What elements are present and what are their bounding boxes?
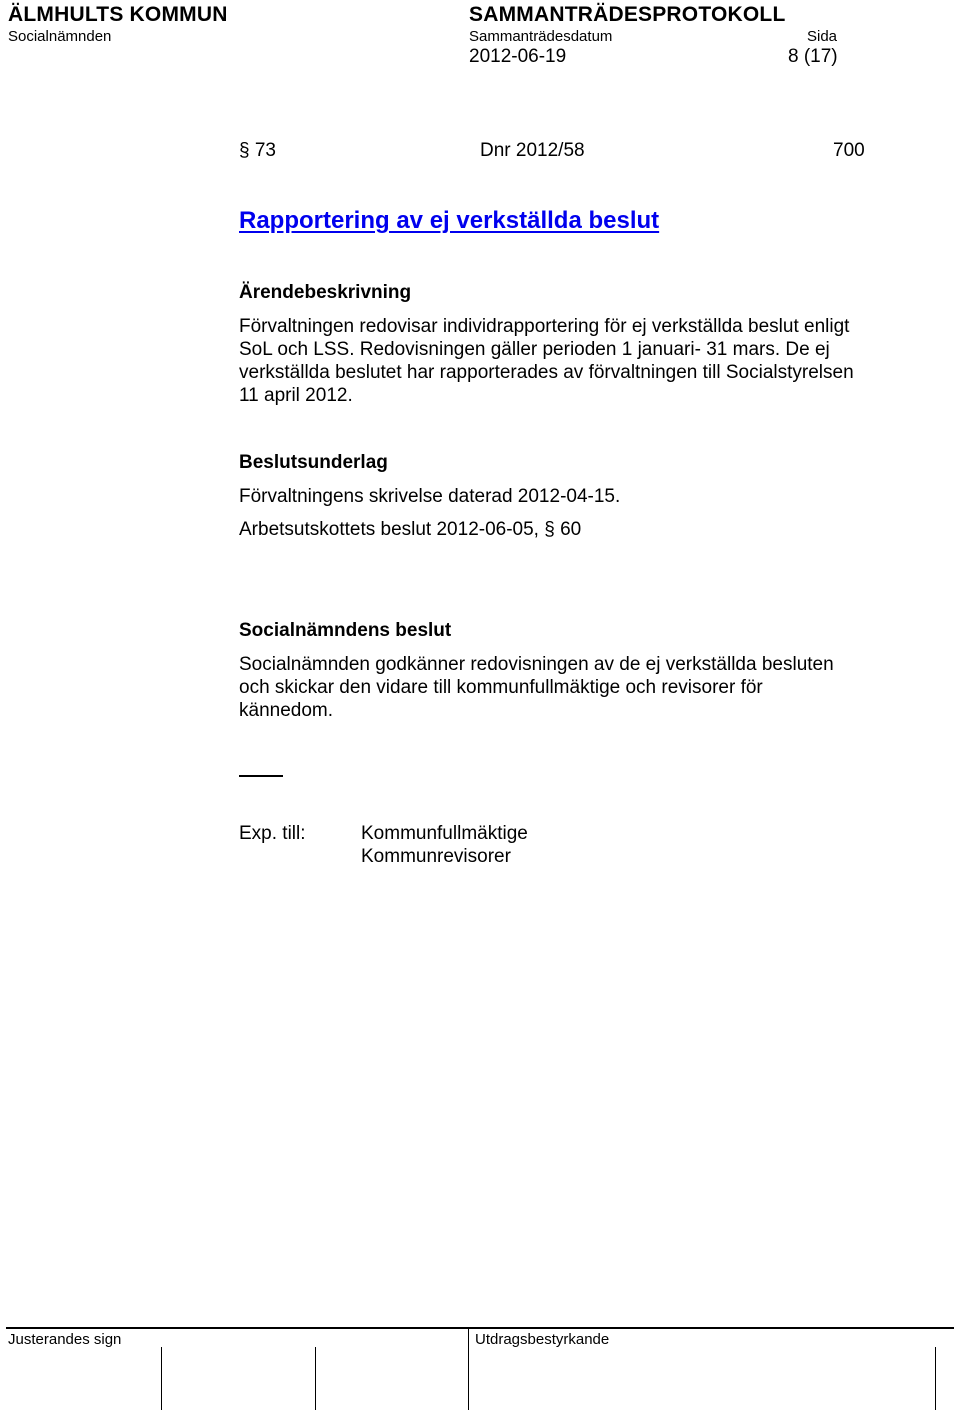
footer-column-divider [468,1329,469,1410]
dnr: Dnr 2012/58 [480,140,585,161]
decision-line: och skickar den vidare till kommunfullmäktige och revisorer för [239,677,763,698]
archive-code: 700 [833,140,865,161]
certification-label: Utdragsbestyrkande [475,1331,610,1348]
signature-label: Justerandes sign [8,1331,122,1348]
signature-box-divider [161,1347,162,1410]
expedition-label: Exp. till: [239,823,306,844]
description-line: SoL och LSS. Redovisningen gäller perioden 1 januari- 31 mars. De ej [239,339,830,360]
decision-line: kännedom. [239,700,334,721]
basis-line: Arbetsutskottets beslut 2012-06-05, § 60 [239,519,582,540]
description-body [239,315,889,407]
recipient: Kommunrevisorer [361,846,511,867]
decision-heading: Socialnämndens beslut [239,620,452,641]
page-label: Sida [807,28,838,45]
description-heading: Ärendebeskrivning [239,282,412,303]
paragraph-number: § 73 [239,140,276,161]
basis-line: Förvaltningens skrivelse daterad 2012-04-15. [239,486,621,507]
description-line: Förvaltningen redovisar individrapportering för ej verkställda beslut enligt [239,316,850,337]
separator-line [239,775,283,777]
signature-box-divider [315,1347,316,1410]
description-line: 11 april 2012. [239,385,353,406]
decision-line: Socialnämnden godkänner redovisningen av de ej verkställda besluten [239,654,834,675]
date-label: Sammanträdesdatum [469,28,613,45]
description-line: verkställda beslutet har rapporterades av förvaltningen till Socialstyrelsen [239,362,854,383]
document-title[interactable]: Rapportering av ej verkställda beslut [239,207,660,234]
certification-box-divider [935,1347,936,1410]
protocol-title: SAMMANTRÄDESPROTOKOLL [469,3,786,26]
meeting-date: 2012-06-19 [469,46,567,67]
footer-top-rule [6,1327,954,1329]
recipient: Kommunfullmäktige [361,823,528,844]
committee-name: Socialnämnden [8,28,112,45]
municipality-name: ÄLMHULTS KOMMUN [8,3,228,26]
page-number: 8 (17) [788,46,838,67]
basis-heading: Beslutsunderlag [239,452,388,473]
decision-body [239,653,889,722]
